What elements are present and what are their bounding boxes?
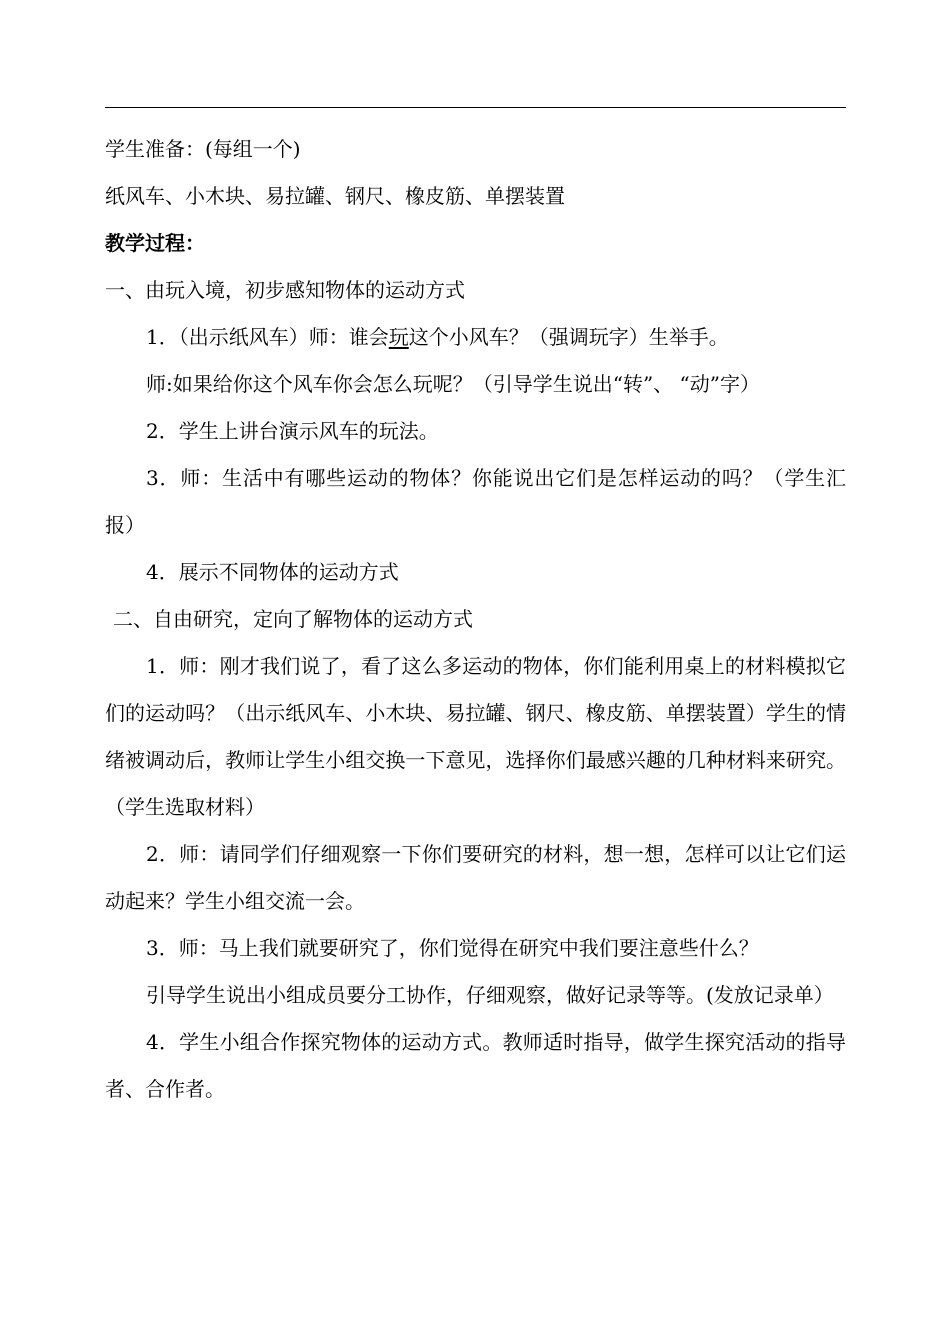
section1-p1-suffix: 这个小风车？（强调玩字）生举手。 — [408, 325, 729, 349]
section1-title: 一、由玩入境，初步感知物体的运动方式 — [105, 278, 465, 302]
document-body — [105, 126, 846, 1113]
section1-paragraph-2: 师:如果给你这个风车你会怎么玩呢？（引导学生说出“转”、 “动”字） — [146, 372, 760, 396]
section2-paragraph-2: 2．师：请同学们仔细观察一下你们要研究的材料，想一想，怎样可以让它们运动起来？学生小组交流一会。 — [105, 842, 846, 913]
section1-p1-underlined: 玩 — [388, 325, 409, 349]
section1-paragraph-3: 2．学生上讲台演示风车的玩法。 — [146, 419, 439, 443]
section2-paragraph-4: 引导学生说出小组成员要分工协作，仔细观察，做好记录等等。(发放记录单） — [146, 983, 834, 1007]
student-prep-label: 学生准备：(每组一个) — [105, 137, 301, 161]
section1-paragraph-1 — [105, 314, 846, 361]
section1-paragraph-5: 4．展示不同物体的运动方式 — [146, 560, 399, 584]
section2-paragraph-5: 4．学生小组合作探究物体的运动方式。教师适时指导，做学生探究活动的指导者、合作者。 — [105, 1030, 846, 1101]
section2-paragraph-1: 1．师：刚才我们说了，看了这么多运动的物体，你们能利用桌上的材料模拟它们的运动吗？（出示纸风车、小木块、易拉罐、钢尺、橡皮筋、单摆装置）学生的情绪被调动后，教师让学生小组交换一下意见，选择你们最感兴趣的几种材料来研究。（学生选取材料） — [105, 654, 846, 819]
section1-paragraph-4: 3．师：生活中有哪些运动的物体？你能说出它们是怎样运动的吗？（学生汇报） — [105, 466, 846, 537]
section2-paragraph-3: 3．师：马上我们就要研究了，你们觉得在研究中我们要注意些什么？ — [146, 936, 759, 960]
section2-title: 二、自由研究，定向了解物体的运动方式 — [113, 607, 473, 631]
section1-p1-prefix: 1．（出示纸风车）师：谁会 — [146, 325, 389, 349]
process-heading: 教学过程： — [105, 231, 205, 255]
materials-list: 纸风车、小木块、易拉罐、钢尺、橡皮筋、单摆装置 — [105, 184, 565, 208]
header-rule — [105, 107, 846, 108]
